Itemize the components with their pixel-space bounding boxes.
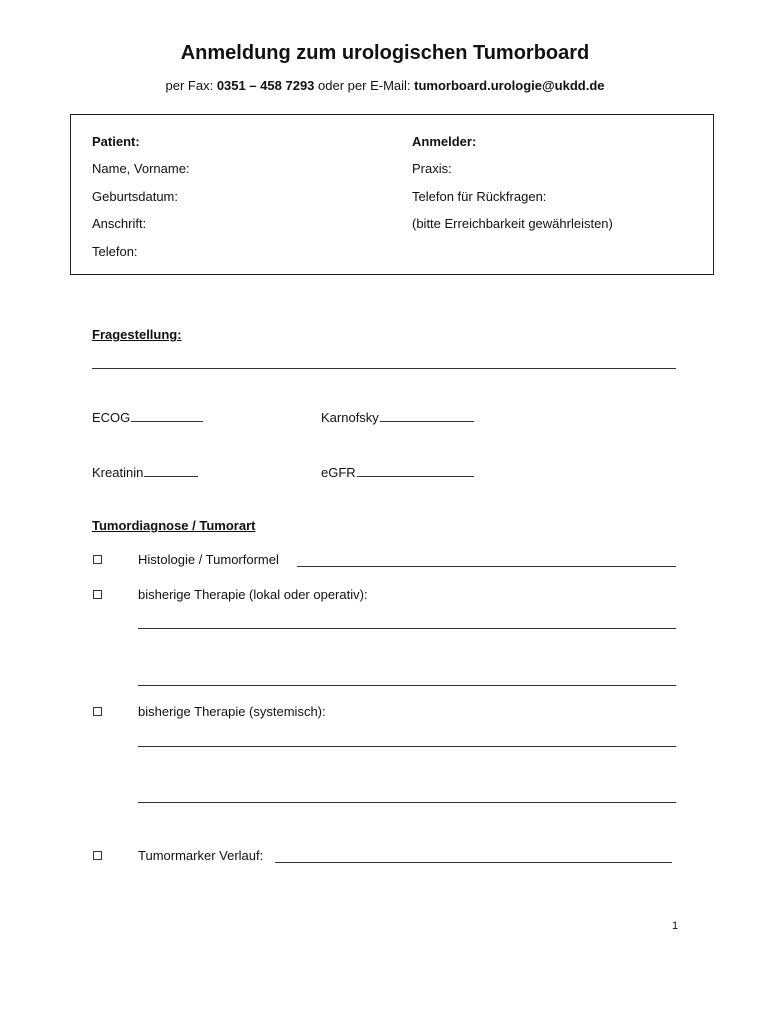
kreatinin-label: Kreatinin (92, 465, 144, 480)
histologie-checkbox[interactable] (93, 555, 102, 564)
page-number: 1 (672, 920, 679, 932)
therapie-lokal-line-2[interactable] (138, 685, 676, 686)
therapie-lokal-checkbox[interactable] (93, 590, 102, 599)
therapie-systemisch-line-1[interactable] (138, 746, 676, 747)
patient-address-field[interactable]: Anschrift: (92, 216, 147, 231)
therapie-systemisch-label: bisherige Therapie (systemisch): (138, 704, 326, 719)
anmelder-phone-field[interactable]: Telefon für Rückfragen: (412, 189, 547, 204)
ecog-label: ECOG (92, 410, 131, 425)
kreatinin-line[interactable] (144, 464, 198, 477)
ecog-line[interactable] (131, 409, 203, 422)
anmelder-heading: Anmelder: (412, 134, 477, 149)
fragestellung-heading: Fragestellung: (92, 327, 182, 342)
tumormarker-label: Tumormarker Verlauf: (138, 848, 264, 863)
therapie-lokal-line-1[interactable] (138, 628, 676, 629)
therapie-systemisch-line-2[interactable] (138, 802, 676, 803)
anmelder-availability-note: (bitte Erreichbarkeit gewährleisten) (412, 216, 613, 231)
tumormarker-line[interactable] (275, 862, 672, 863)
anmelder-praxis-field[interactable]: Praxis: (412, 161, 452, 176)
email-prefix: oder per E-Mail: (318, 78, 411, 93)
patient-heading: Patient: (92, 134, 140, 149)
therapie-systemisch-checkbox[interactable] (93, 707, 102, 716)
patient-name-field[interactable]: Name, Vorname: (92, 161, 190, 176)
egfr-line[interactable] (357, 464, 474, 477)
contact-line (0, 78, 770, 93)
kreatinin-field[interactable] (92, 464, 198, 480)
patient-birthdate-field[interactable]: Geburtsdatum: (92, 189, 178, 204)
egfr-label: eGFR (321, 465, 356, 480)
fax-prefix: per Fax: (165, 78, 214, 93)
tumordiagnose-heading: Tumordiagnose / Tumorart (92, 518, 256, 533)
tumormarker-checkbox[interactable] (93, 851, 102, 860)
karnofsky-label: Karnofsky (321, 410, 379, 425)
histologie-line[interactable] (297, 566, 676, 567)
fragestellung-line[interactable] (92, 368, 676, 369)
patient-phone-field[interactable]: Telefon: (92, 244, 138, 259)
ecog-field[interactable] (92, 409, 203, 425)
fax-number: 0351 – 458 7293 (216, 78, 315, 93)
page-title: Anmeldung zum urologischen Tumorboard (180, 42, 590, 64)
email-address: tumorboard.urologie@ukdd.de (414, 78, 605, 93)
therapie-lokal-label: bisherige Therapie (lokal oder operativ): (138, 587, 368, 602)
egfr-field[interactable] (321, 464, 474, 480)
karnofsky-field[interactable] (321, 409, 474, 425)
histologie-label: Histologie / Tumorformel (138, 552, 279, 567)
karnofsky-line[interactable] (380, 409, 474, 422)
